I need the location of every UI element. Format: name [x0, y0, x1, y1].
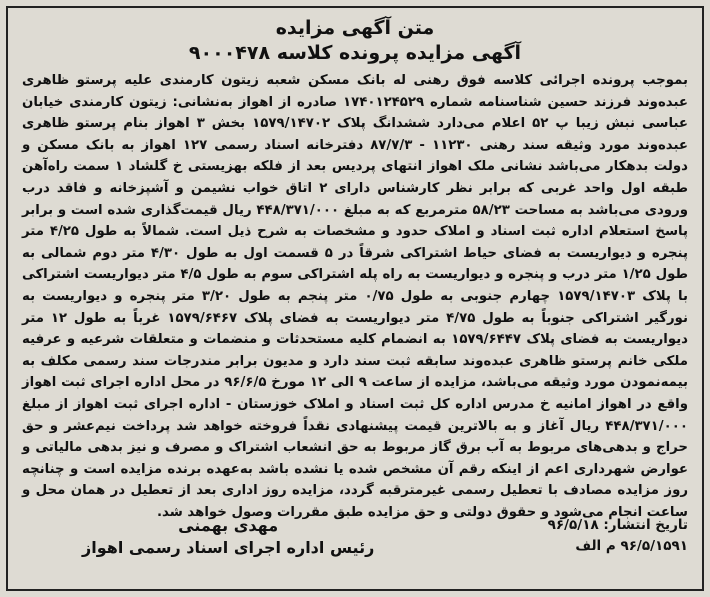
notice-subtitle: آگهی مزایده پرونده کلاسه ۹۰۰۰۴۷۸ — [188, 42, 522, 64]
notice-body: بموجب پرونده اجرائی کلاسه فوق رهنی له بانک مسکن شعبه زیتون کارمندی علیه پرستو ظاهری عبده‌وند فرزند حسین شناسنامه شماره ۱۷۴۰۱۲۴۵۲۹ صادره از اهواز به‌نشانی: زیتون کارمندی خیابان عباسی نبش زیبا پ ۵۲ اعلام می‌دارد ششدانگ پلاک ۱۵۷۹/۱۴۷۰۲ بخش ۳ اهواز بنام پرستو ظاهری عبده‌وند مورد وثیقه سند رهنی ۱۱۲۳۰ - ۸۷/۷/۳ دفترخانه اسناد رسمی ۱۲۷ اهواز به بانک مسکن و دولت بدهکار می‌باشد نشانی ملک اهواز انتهای پردیس بعد از فلکه بهزیستی خ گلشاد ۱ سمت راه‌آهن طبقه اول واحد غربی که برابر نظر کارشناس دارای ۲ اتاق خواب نشیمن و آشپزخانه و فاقد درب ورودی می‌باشد به مساحت ۵۸/۲۳ مترمربع که به مبلغ ۴۴۸/۳۷۱/۰۰۰ ریال قیمت‌گذاری شده است و برابر پاسخ استعلام اداره ثبت اسناد و املاک حدود و مشخصات به شرح ذیل است. شمالاً به طول ۴/۲۵ متر پنجره و دیواریست به فضای حیاط اشتراکی شرقاً در ۵ قسمت اول به طول ۴/۳۰ متر دوم شمالی به طول ۱/۲۵ متر درب و پنجره و دیواریست به راه پله اشتراکی سوم به طول ۴/۵ متر دیواریست اشتراکی با پلاک ۱۵۷۹/۱۴۷۰۳ چهارم جنوبی به طول ۰/۷۵ متر پنجم به طول ۳/۲۰ متر پنجره و دیواریست به نورگیر اشتراکی جنوباً به طول ۴/۷۵ متر دیواریست به فضای پلاک ۱۵۷۹/۶۴۶۷ غرباً به طول ۱۲ متر دیواریست به فضای پلاک ۱۵۷۹/۶۴۴۷ به انضمام کلیه مستحدثات و منضمات و متعلقات شرعیه و عرفیه ملکی خانم پرستو ظاهری عبده‌وند سابقه ثبت سند دارد و مدیون برابر مندرجات سند رسمی مکلف به بیمه‌نمودن مورد وثیقه می‌باشد، مزایده از ساعت ۹ الی ۱۲ مورخ ۹۶/۶/۵ در محل اداره اجرای ثبت اهواز واقع در اهواز امانیه خ مدرس اداره کل ثبت اسناد و املاک خوزستان - اداره اجرای ثبت اهواز از مبلغ ۴۴۸/۳۷۱/۰۰۰ ریال آغاز و به بالاترین قیمت پیشنهادی نقداً فروخته خواهد شد پرداخت نیم‌عشر و حق حراج و بدهی‌های مربوط به آب برق گاز مربوط به حق انشعاب اشتراک و مصرف و نیز بدهی مالیاتی و عوارض شهرداری اعم از اینکه رقم آن مشخص شده یا نشده باشد به‌عهده برنده مزایده است و چنانچه روز مزایده مصادف با تعطیل رسمی غیرمترقبه گردد، مزایده روز اداری بعد از تعطیل در همان محل و ساعت انجام می‌شود و حقوق دولتی و حق مزایده طبق مقررات وصول خواهد شد. — [22, 73, 689, 520]
publish-date: تاریخ انتشار: ۹۶/۵/۱۸ — [547, 517, 688, 533]
reference-number: ۹۶/۵/۱۵۹۱ م الف — [575, 538, 688, 554]
notice-border — [6, 6, 704, 591]
notice-footer — [22, 515, 688, 581]
notice-title: متن آگهی مزایده — [275, 17, 435, 39]
signer-name: مهدی بهمنی — [178, 516, 279, 535]
signer-title: رئیس اداره اجرای اسناد رسمی اهواز — [82, 538, 375, 557]
publish-info — [548, 515, 688, 557]
signature-block — [82, 515, 374, 559]
